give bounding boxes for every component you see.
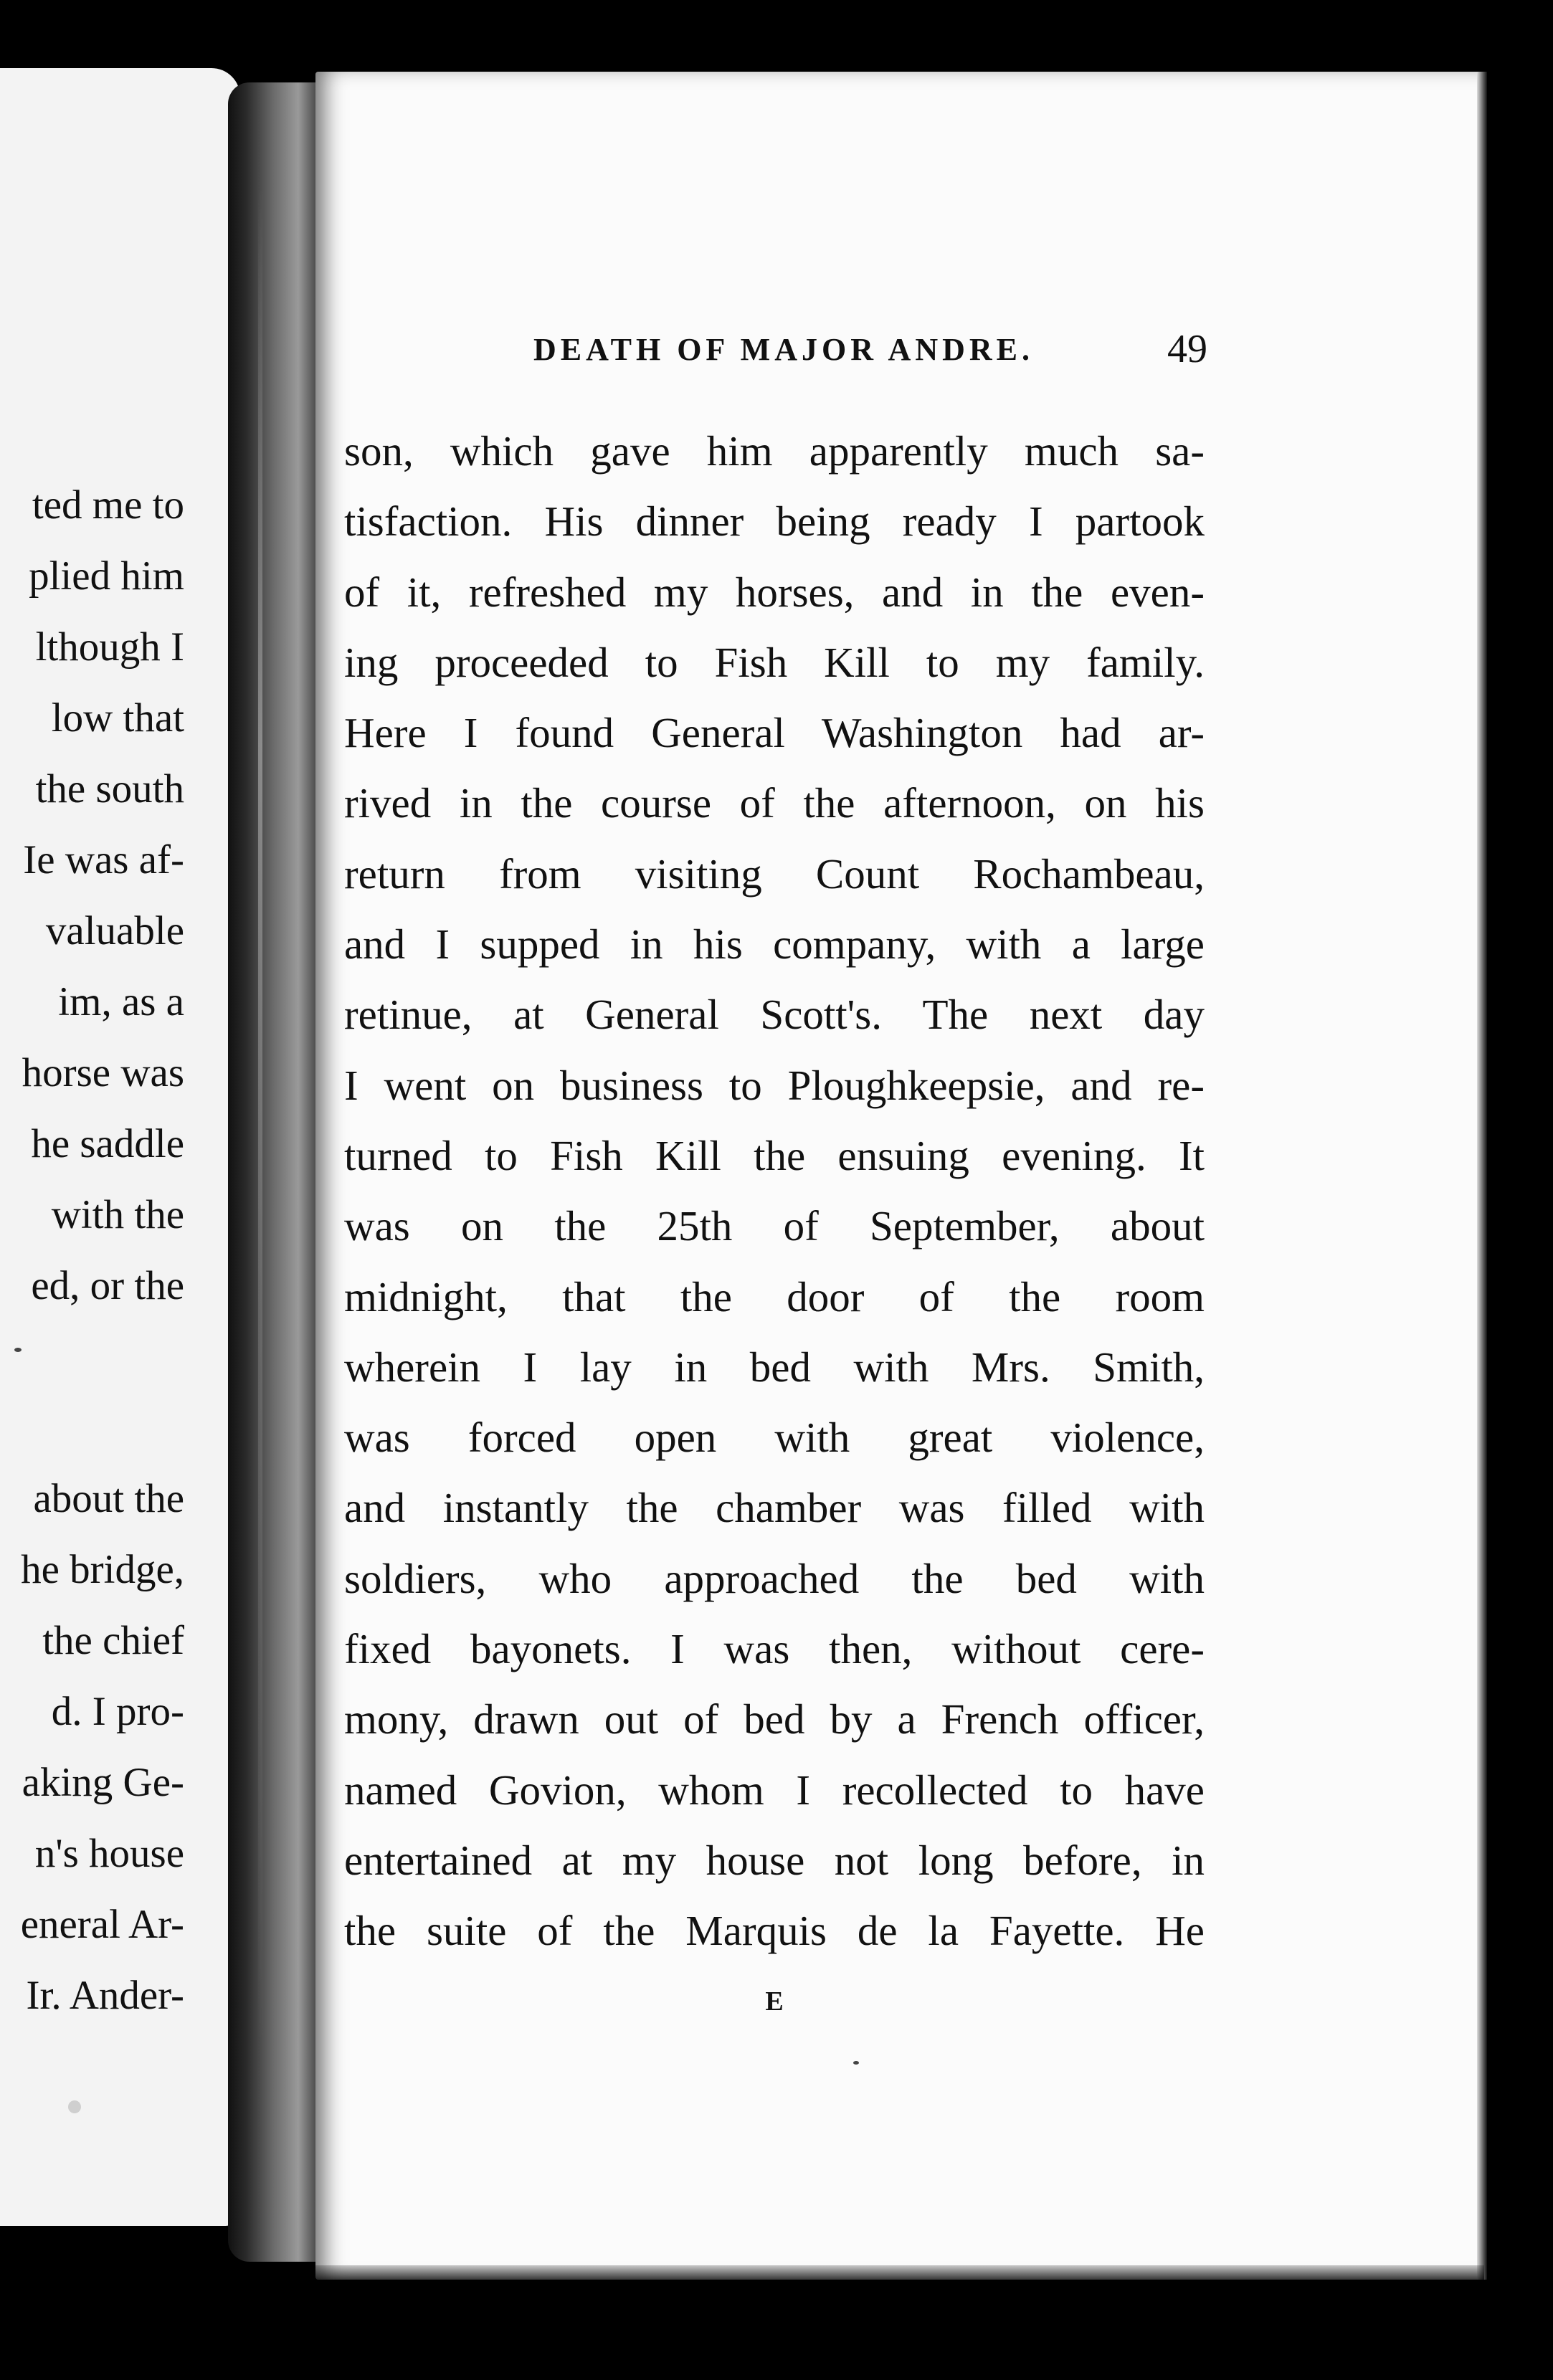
left-line-bleedthrough (0, 1321, 184, 1392)
running-head: DEATH OF MAJOR ANDRE. (533, 332, 1034, 367)
left-line: low that (51, 695, 184, 741)
text-line: named Govion, whom I recollected to have (344, 1766, 1205, 1814)
text-line: son, which gave him apparently much sa- (344, 427, 1205, 475)
text-line: wherein I lay in bed with Mrs. Smith, (344, 1343, 1205, 1391)
left-facing-page (0, 68, 240, 2226)
left-line: Ie was af- (23, 837, 184, 882)
left-page-text (0, 470, 184, 2031)
left-line: about the (33, 1476, 184, 1521)
text-line: entertained at my house not long before, in (344, 1836, 1205, 1884)
text-line: was forced open with great violence, (344, 1414, 1205, 1462)
left-line: eneral Ar- (20, 1902, 184, 1947)
text-line: Here I found General Washington had ar- (344, 709, 1205, 757)
body-text (344, 416, 1205, 1966)
left-line: with the (51, 1192, 184, 1237)
left-line-blank (0, 1392, 184, 1463)
left-line: aking Ge- (22, 1760, 184, 1805)
left-line: im, as a (58, 979, 184, 1024)
text-line: and I supped in his company, with a large (344, 920, 1205, 968)
left-line: valuable (45, 908, 184, 953)
scan-speck (68, 2100, 81, 2113)
text-line: return from visiting Count Rochambeau, (344, 849, 1205, 898)
text-line: fixed bayonets. I was then, without cere- (344, 1625, 1205, 1673)
left-line: lthough I (35, 624, 184, 670)
text-line: midnight, that the door of the room (344, 1272, 1205, 1320)
signature-mark: E (765, 1986, 784, 2017)
text-line: retinue, at General Scott's. The next day (344, 991, 1205, 1039)
left-line: he bridge, (21, 1547, 184, 1592)
left-line: n's house (34, 1831, 184, 1876)
text-line: tisfaction. His dinner being ready I partook (344, 498, 1205, 546)
left-line: ted me to (32, 482, 184, 528)
page-edge (1477, 72, 1487, 2280)
text-line: and instantly the chamber was filled with (344, 1484, 1205, 1532)
left-line: the chief (42, 1618, 184, 1663)
left-line: horse was (22, 1050, 184, 1095)
left-line: plied him (29, 553, 184, 599)
text-line: mony, drawn out of bed by a French officer, (344, 1695, 1205, 1743)
page-bottom-shadow (315, 2265, 1484, 2287)
text-line: turned to Fish Kill the ensuing evening. It (344, 1131, 1205, 1179)
scan-speck (853, 2061, 859, 2065)
scan-speck (14, 1348, 22, 1352)
left-line: he saddle (31, 1121, 184, 1166)
text-line: rived in the course of the afternoon, on his (344, 779, 1205, 827)
text-line: the suite of the Marquis de la Fayette. He (344, 1907, 1205, 1955)
book-gutter (228, 82, 328, 2262)
gutter-highlight (258, 186, 262, 2050)
page-number: 49 (1167, 327, 1207, 371)
left-line: d. I pro- (51, 1689, 184, 1734)
text-line: ing proceeded to Fish Kill to my family. (344, 638, 1205, 686)
text-line: soldiers, who approached the bed with (344, 1554, 1205, 1602)
left-line: the south (35, 766, 184, 811)
left-line: ed, or the (31, 1263, 184, 1308)
text-line: was on the 25th of September, about (344, 1202, 1205, 1250)
left-line: Ir. Ander- (26, 1973, 184, 2018)
text-line: of it, refreshed my horses, and in the even- (344, 568, 1205, 616)
text-line: I went on business to Ploughkeepsie, and re- (344, 1061, 1205, 1109)
